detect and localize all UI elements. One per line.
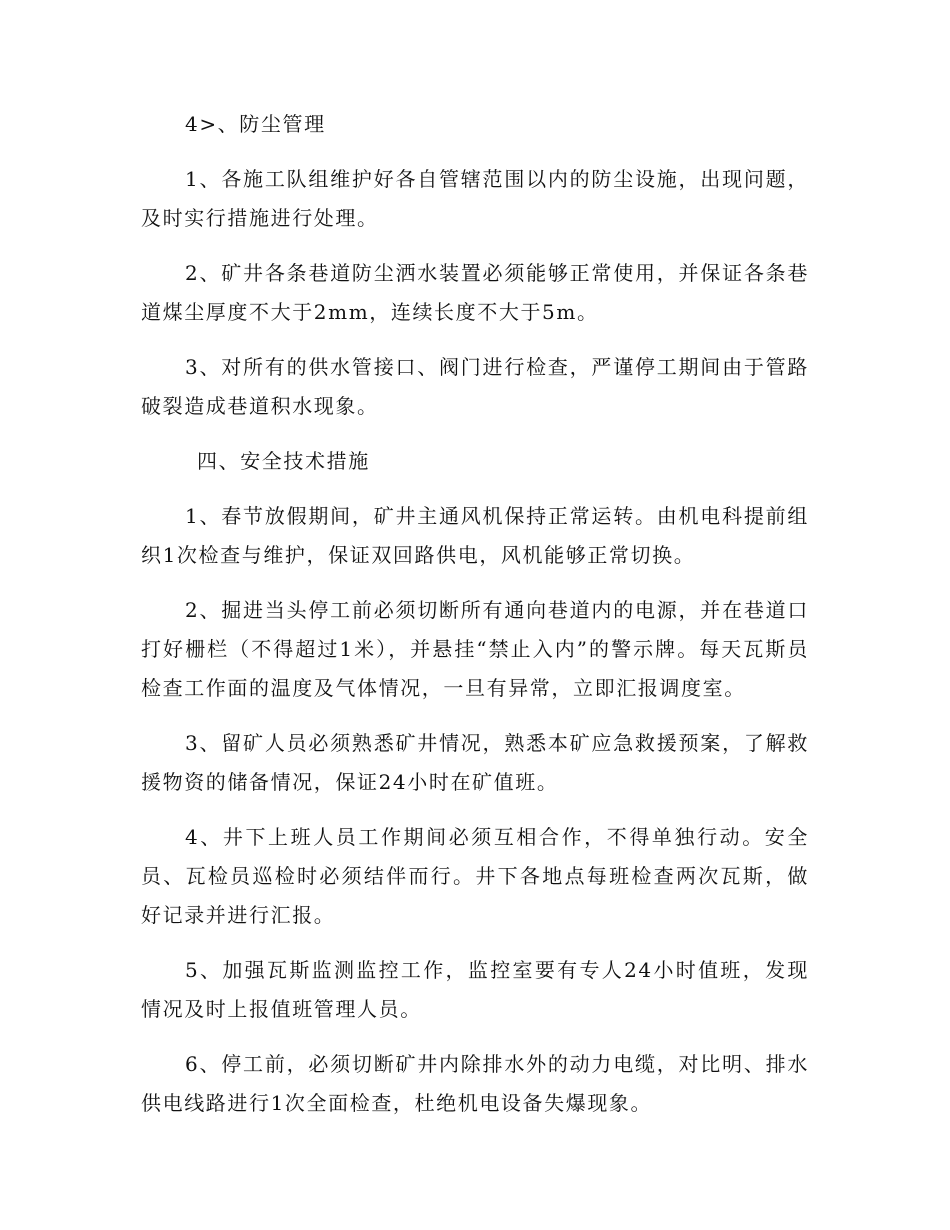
- paragraph: 4、井下上班人员工作期间必须互相合作，不得单独行动。安全员、瓦检员巡检时必须结伴而行。井下各地点每班检查两次瓦斯，做好记录并进行汇报。: [141, 825, 809, 927]
- paragraph: 3、对所有的供水管接口、阀门进行检查，严谨停工期间由于管路破裂造成巷道积水现象。: [141, 355, 809, 418]
- paragraph: 2、矿井各条巷道防尘洒水装置必须能够正常使用，并保证各条巷道煤尘厚度不大于2mm，连续长度不大于5m。: [141, 261, 809, 324]
- paragraph: 6、停工前，必须切断矿井内除排水外的动力电缆，对比明、排水供电线路进行1次全面检查，杜绝机电设备失爆现象。: [141, 1052, 809, 1115]
- paragraph: 5、加强瓦斯监测监控工作，监控室要有专人24小时值班，发现情况及时上报值班管理人员。: [141, 958, 809, 1021]
- section-heading-dust-management: 4>、防尘管理: [185, 112, 326, 136]
- paragraph: 2、掘进当头停工前必须切断所有通向巷道内的电源，并在巷道口打好栅栏（不得超过1米），并悬挂“禁止入内”的警示牌。每天瓦斯员检查工作面的温度及气体情况，一旦有异常，立即汇报调度室。: [141, 598, 809, 700]
- paragraph: 1、春节放假期间，矿井主通风机保持正常运转。由机电科提前组织1次检查与维护，保证双回路供电，风机能够正常切换。: [141, 504, 809, 567]
- paragraph: 1、各施工队组维护好各自管辖范围以内的防尘设施，出现问题，及时实行措施进行处理。: [141, 167, 809, 230]
- section-heading-safety-measures: 四、安全技术措施: [197, 449, 370, 473]
- document-body: [141, 105, 809, 1139]
- paragraph: 3、留矿人员必须熟悉矿井情况，熟悉本矿应急救援预案，了解救援物资的储备情况，保证24小时在矿值班。: [141, 731, 809, 794]
